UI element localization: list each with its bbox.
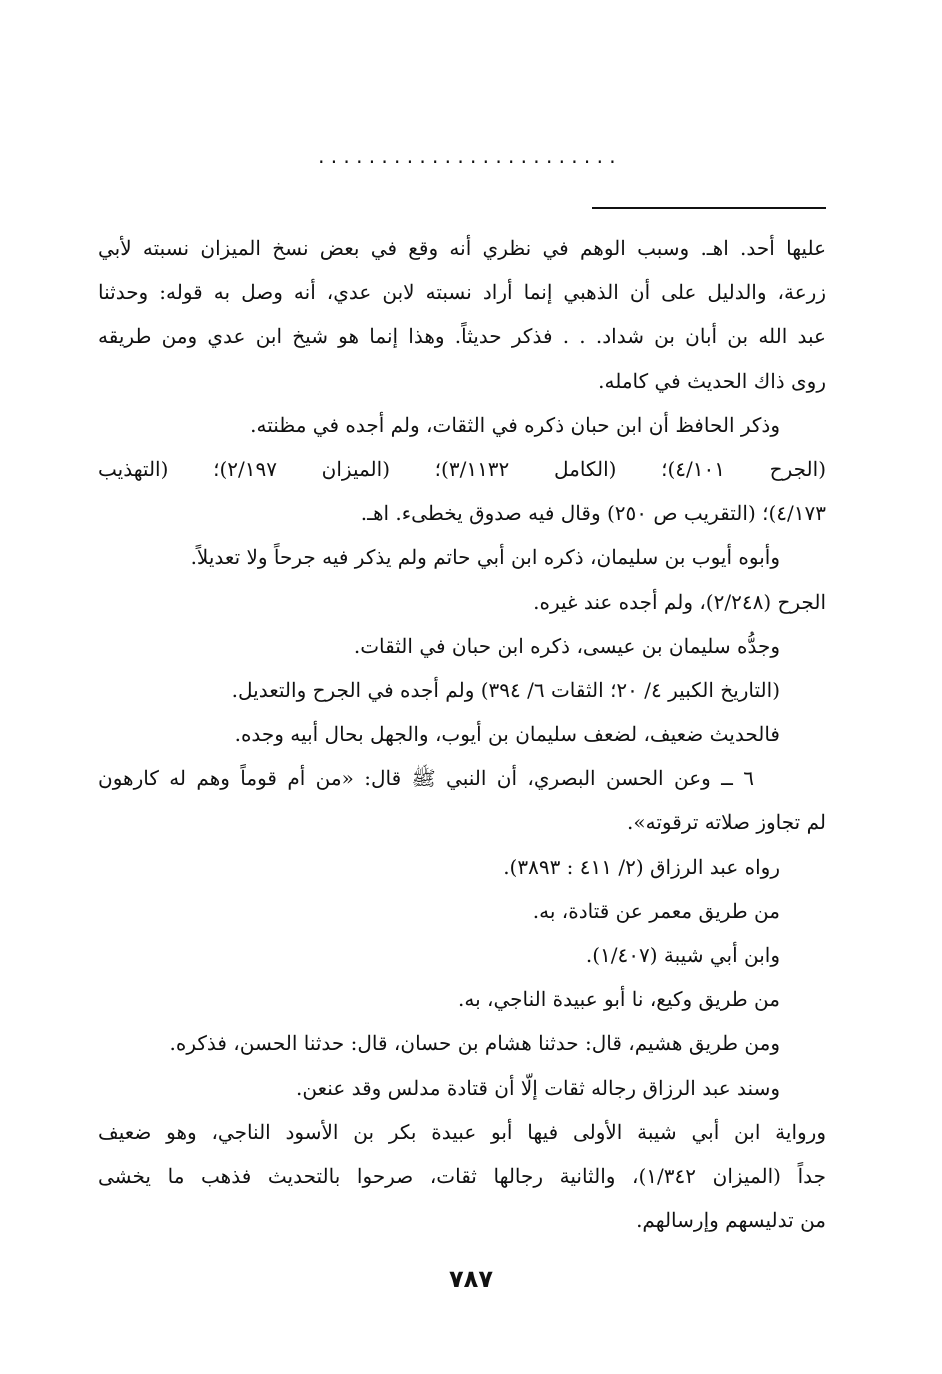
text-line: (التاريخ الكبير ٤/ ٢٠؛ الثقات ٦/ ٣٩٤) ولم أجده في الجرح والتعديل. — [231, 677, 780, 702]
text-line: عبد الله بن أبان بن شداد. . . فذكر حديثاً. وهذا إنما هو شيخ ابن عدي ومن طريقه — [98, 324, 826, 349]
dotted-separator: ........................ — [318, 146, 622, 166]
text-line: وجدُّه سليمان بن عيسى، ذكره ابن حبان في الثقات. — [353, 633, 780, 658]
footnote-text-block — [98, 226, 826, 1242]
text-line: ٤/١٧٣)؛ (التقريب ص ٢٥٠) وقال فيه صدوق يخطىء. اهـ. — [360, 501, 826, 526]
footnote-rule — [592, 207, 826, 209]
page-number: ٧٨٧ — [449, 1265, 493, 1293]
text-line: (الجرح ٤/١٠١)؛ (الكامل ٣/١١٣٢)؛ (الميزان ٢/١٩٧)؛ (التهذيب — [98, 456, 826, 481]
text-line: من تدليسهم وإرسالهم. — [636, 1208, 826, 1233]
text-line: وأبوه أيوب بن سليمان، ذكره ابن أبي حاتم ولم يذكر فيه جرحاً ولا تعديلاً. — [190, 545, 780, 570]
text-line: ومن طريق هشيم، قال: حدثنا هشام بن حسان، قال: حدثنا الحسن، فذكره. — [169, 1031, 780, 1056]
text-line: فالحديث ضعيف، لضعف سليمان بن أيوب، والجهل بحال أبيه وجده. — [234, 722, 780, 747]
text-line: رواه عبد الرزاق (٢/ ٤١١ : ٣٨٩٣). — [503, 854, 780, 879]
text-line: الجرح (٢/٢٤٨)، ولم أجده عند غيره. — [533, 589, 826, 614]
text-line: روى ذاك الحديث في كامله. — [598, 368, 826, 393]
text-line: وذكر الحافظ أن ابن حبان ذكره في الثقات، ولم أجده في مظنته. — [250, 412, 780, 437]
text-line: من طريق وكيع، نا أبو عبيدة الناجي، به. — [458, 987, 780, 1012]
hadith-heading-line: ٦ ــ وعن الحسن البصري، أن النبي ﷺ قال: «من أم قوماً وهم له كارهون — [98, 766, 754, 791]
text-line: ورواية ابن أبي شيبة الأولى فيها أبو عبيدة بكر بن الأسود الناجي، وهو ضعيف — [98, 1119, 826, 1144]
text-line: عليها أحد. اهـ. وسبب الوهم في نظري أنه وقع في بعض نسخ الميزان نسبته لأبي — [98, 236, 826, 260]
text-line: جداً (الميزان ١/٣٤٢)، والثانية رجالها ثقات، صرحوا بالتحديث فذهب ما يخشى — [98, 1163, 826, 1188]
text-line: وابن أبي شيبة (١/٤٠٧). — [585, 943, 780, 967]
text-line: من طريق معمر عن قتادة، به. — [532, 898, 780, 923]
text-line: وسند عبد الرزاق رجاله ثقات إلّا أن قتادة مدلس وقد عنعن. — [296, 1075, 780, 1100]
text-line: زرعة، والدليل على أن الذهبي إنما أراد نسبته لابن عدي، أنه وصل به قوله: وحدثنا — [98, 280, 826, 305]
text-line: لم تجاوز صلاته ترقوته». — [627, 810, 826, 835]
